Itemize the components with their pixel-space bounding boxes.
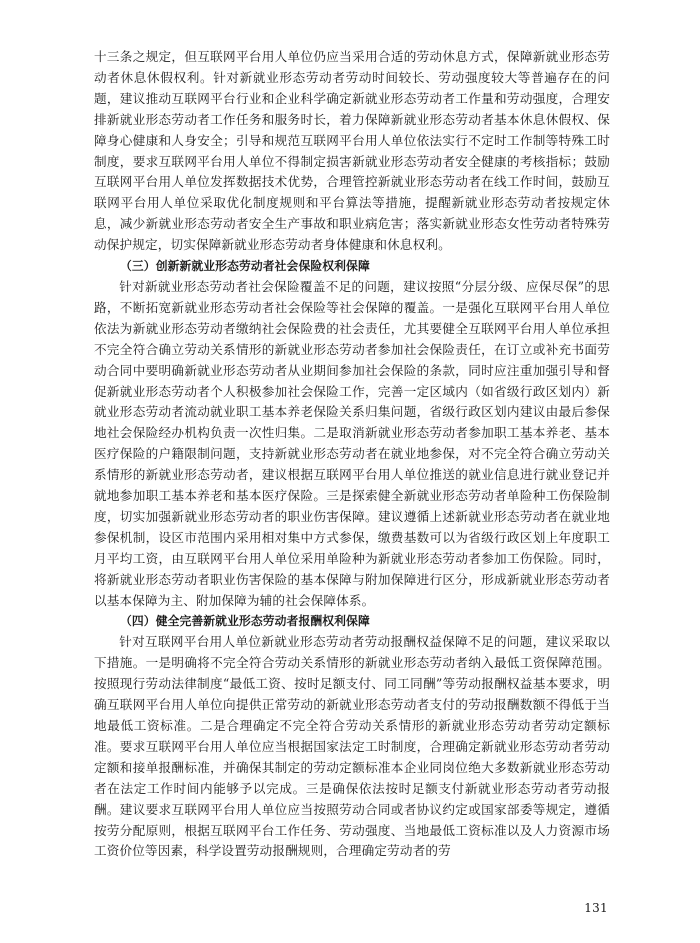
section-heading: （三）创新新就业形态劳动者社会保险权利保障 [120,259,370,274]
page-number: 131 [584,901,608,915]
body-paragraph: 针对互联网平台用人单位新就业形态劳动者劳动报酬权益保障不足的问题，建议采取以下措施。一是明确将不完全符合劳动关系情形的新就业形态劳动者纳入最低工资保障范围。按照现行劳动法律制度“最低工资、按时足额支付、同工同酬”等劳动报酬权益基本要求，明确互联网平台用人单位向提供正常劳动的新就业形态劳动者支付的劳动报酬数额不得低于当地最低工资标准。二是合理确定不完全符合劳动关系情形的新就业形态劳动者劳动定额标准。要求互联网平台用人单位应当根据国家法定工时制度，合理确定新就业形态劳动者劳动定额和接单报酬标准，并确保其制定的劳动定额标准本企业同岗位绝大多数新就业形态劳动者在法定工作时间内能够予以完成。三是确保依法按时足额支付新就业形态劳动者劳动报酬。建议要求互联网平台用人单位应当按照劳动合同或者协议约定或国家部委等规定，遵循按劳分配原则，根据互联网平台工作任务、劳动强度、当地最低工资标准以及人力资源市场工资价位等因素，科学设置劳动报酬规则，合理确定劳动者的劳 [94,634,610,859]
document-body [94,47,610,862]
body-paragraph: 十三条之规定，但互联网平台用人单位仍应当采用合适的劳动休息方式，保障新就业形态劳动者休息休假权利。针对新就业形态劳动者劳动时间较长、劳动强度较大等普遍存在的问题，建议推动互联网平台行业和企业科学确定新就业形态劳动者工作量和劳动强度，合理安排新就业形态劳动者工作任务和服务时长，着力保障新就业形态劳动者基本休息休假权、保障身心健康和人身安全；引导和规范互联网平台用人单位依法实行不定时工作制等特殊工时制度，要求互联网平台用人单位不得制定损害新就业形态劳动者安全健康的考核指标；鼓励互联网平台用人单位发挥数据技术优势，合理管控新就业形态劳动者在线工作时间，鼓励互联网平台用人单位采取优化制度规则和平台算法等措施，提醒新就业形态劳动者按规定休息，减少新就业形态劳动者安全生产事故和职业病危害；落实新就业形态女性劳动者特殊劳动保护规定，切实保障新就业形态劳动者身体健康和休息权利。 [94,49,610,253]
body-paragraph: 针对新就业形态劳动者社会保险覆盖不足的问题，建议按照“分层分级、应保尽保”的思路，不断拓宽新就业形态劳动者社会保险等社会保障的覆盖。一是强化互联网平台用人单位依法为新就业形态劳动者缴纳社会保险费的社会责任，尤其要健全互联网平台用人单位承担不完全符合确立劳动关系情形的新就业形态劳动者参加社会保险责任，在订立或补充书面劳动合同中要明确新就业形态劳动者从业期间参加社会保险的条款，同时应注重加强引导和督促新就业形态劳动者个人积极参加社会保险工作，完善一定区域内（如省级行政区划内）新就业形态劳动者流动就业职工基本养老保险关系归集问题，省级行政区划内建议由最后参保地社会保险经办机构负责一次性归集。二是取消新就业形态劳动者参加职工基本养老、基本医疗保险的户籍限制问题，支持新就业形态劳动者在就业地参保，对不完全符合确立劳动关系情形的新就业形态劳动者，建议根据互联网平台用人单位推送的就业信息进行就业登记并就地参加职工基本养老和基本医疗保险。三是探索健全新就业形态劳动者单险种工伤保险制度，切实加强新就业形态劳动者的职业伤害保障。建议遵循上述新就业形态劳动者在就业地参保机制，设区市范围内采用相对集中方式参保，缴费基数可以为省级行政区划上年度职工月平均工资，由互联网平台用人单位采用单险种为新就业形态劳动者参加工伤保险。同时，将新就业形态劳动者职业伤害保险的基本保障与附加保障进行区分，形成新就业形态劳动者以基本保障为主、附加保障为辅的社会保障体系。 [94,278,610,608]
section-heading: （四）健全完善新就业形态劳动者报酬权利保障 [120,614,370,629]
